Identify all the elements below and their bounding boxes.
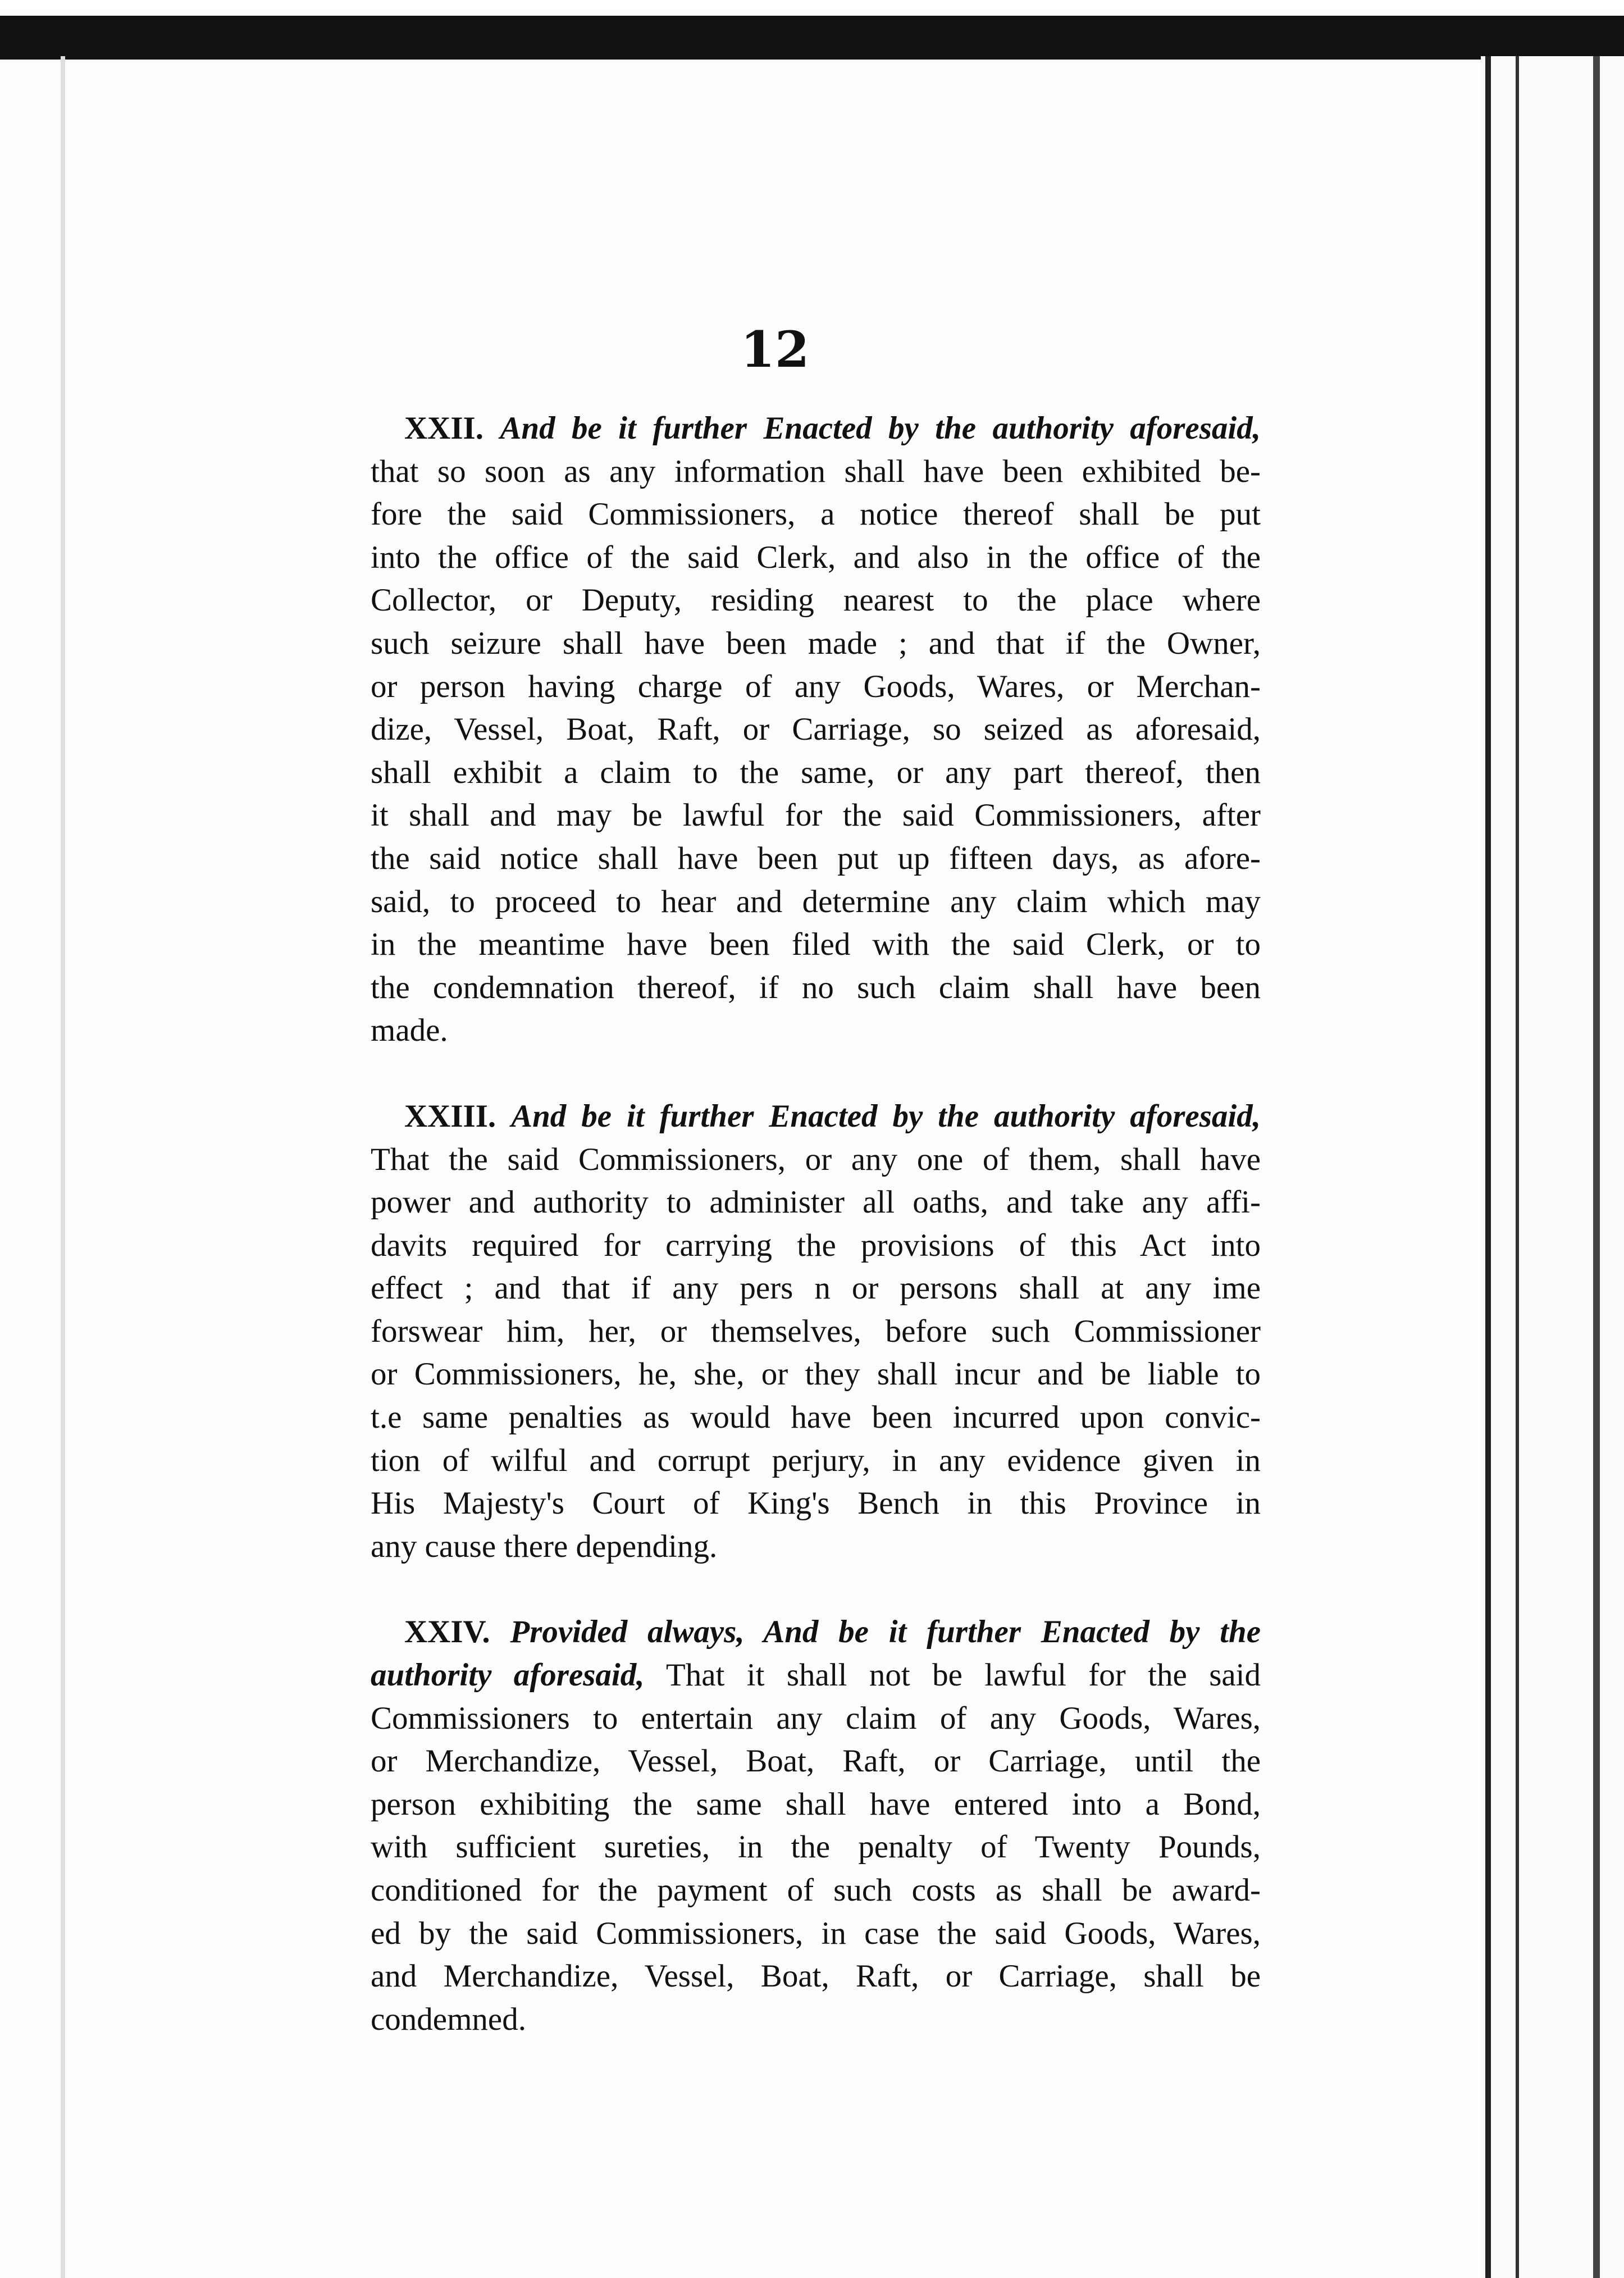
- text-line: [371, 1138, 1261, 1182]
- top-scan-border: [0, 16, 1624, 60]
- line-text: or Commissioners, he, she, or they shall incur and be liable to: [371, 1356, 1261, 1392]
- line-text: condemned.: [371, 2001, 526, 2037]
- text-line: [371, 407, 1261, 450]
- text-line: [371, 923, 1261, 967]
- line-text: such seizure shall have been made ; and that if the Owner,: [371, 625, 1261, 661]
- text-line: [371, 1912, 1261, 1956]
- text-line: [371, 1998, 1261, 2042]
- text-line: [371, 708, 1261, 751]
- text-line: [371, 1697, 1261, 1741]
- text-line: [371, 1267, 1261, 1310]
- text-line: [371, 881, 1261, 924]
- text-line: [371, 622, 1261, 666]
- text-line: [371, 1396, 1261, 1439]
- line-text: the said notice shall have been put up fifteen days, as afore-: [371, 840, 1261, 876]
- line-text: that so soon as any information shall have been exhibited be-: [371, 453, 1261, 489]
- line-text: fore the said Commissioners, a notice thereof shall be put: [371, 496, 1261, 532]
- section-number: XXIV.: [404, 1614, 490, 1650]
- line-text: tion of wilful and corrupt perjury, in any evidence given in: [371, 1442, 1261, 1478]
- section-paragraph: [371, 1611, 1261, 2041]
- text-line: [371, 450, 1261, 494]
- text-line: [371, 666, 1261, 709]
- line-text: Collector, or Deputy, residing nearest to the place where: [371, 582, 1261, 618]
- line-text: person exhibiting the same shall have entered into a Bond,: [371, 1786, 1261, 1822]
- document-body: [371, 407, 1261, 2084]
- text-line: [371, 493, 1261, 536]
- line-text: shall exhibit a claim to the same, or any part thereof, then: [371, 754, 1261, 790]
- line-text: conditioned for the payment of such costs as shall be award-: [371, 1872, 1261, 1908]
- line-text: That it shall not be lawful for the said: [644, 1657, 1261, 1693]
- scan-edge-rule: [1593, 56, 1600, 2278]
- line-text: into the office of the said Clerk, and also in the office of the: [371, 539, 1261, 575]
- text-line: [371, 794, 1261, 837]
- line-text: ed by the said Commissioners, in case the said Goods, Wares,: [371, 1915, 1261, 1951]
- text-line: [371, 1654, 1261, 1697]
- text-line: [371, 536, 1261, 580]
- text-line: [371, 1826, 1261, 1869]
- right-scan-edge: [1481, 56, 1624, 2278]
- line-text: effect ; and that if any pers n or persons shall at any ime: [371, 1270, 1261, 1306]
- text-line: [371, 1009, 1261, 1053]
- text-line: [371, 1611, 1261, 1654]
- line-text: the condemnation thereof, if no such claim shall have been: [371, 969, 1261, 1005]
- text-line: [371, 967, 1261, 1010]
- left-scan-edge: [61, 56, 65, 2278]
- text-line: [371, 837, 1261, 881]
- text-line: [371, 1525, 1261, 1569]
- line-text: or Merchandize, Vessel, Boat, Raft, or Carriage, until the: [371, 1743, 1261, 1779]
- line-text: forswear him, her, or themselves, before such Commissioner: [371, 1313, 1261, 1349]
- line-text: made.: [371, 1013, 448, 1049]
- text-line: [371, 579, 1261, 622]
- scan-edge-rule: [1485, 56, 1491, 2278]
- line-text: in the meantime have been filed with the said Clerk, or to: [371, 927, 1261, 963]
- line-text: dize, Vessel, Boat, Raft, or Carriage, so seized as aforesaid,: [371, 712, 1261, 748]
- line-text: Commissioners to entertain any claim of any Goods, Wares,: [371, 1700, 1261, 1736]
- text-line: [371, 1353, 1261, 1396]
- text-line: [371, 1482, 1261, 1525]
- text-line: [371, 1181, 1261, 1224]
- line-text: t.e same penalties as would have been incurred upon convic-: [371, 1400, 1261, 1436]
- text-line: [371, 1955, 1261, 1998]
- line-text: with sufficient sureties, in the penalty of Twenty Pounds,: [371, 1829, 1261, 1865]
- enacting-clause: And be it further Enacted by the authority aforesaid,: [500, 411, 1261, 446]
- enacting-clause: authority aforesaid,: [371, 1657, 645, 1693]
- section-number: XXII.: [404, 411, 483, 446]
- text-line: [371, 1869, 1261, 1912]
- enacting-clause: And be it further Enacted by the authority aforesaid,: [511, 1098, 1261, 1134]
- text-line: [371, 1783, 1261, 1826]
- text-line: [371, 1439, 1261, 1483]
- line-text: davits required for carrying the provisions of this Act into: [371, 1227, 1261, 1263]
- scan-edge-rule: [1516, 56, 1519, 2278]
- line-text: any cause there depending.: [371, 1528, 718, 1564]
- section-paragraph: [371, 407, 1261, 1053]
- text-line: [371, 1095, 1261, 1138]
- page-number: 12: [740, 320, 810, 379]
- line-text: it shall and may be lawful for the said Commissioners, after: [371, 798, 1261, 833]
- line-text: That the said Commissioners, or any one of them, shall have: [371, 1141, 1261, 1177]
- section-number: XXIII.: [404, 1098, 496, 1134]
- text-line: [371, 751, 1261, 795]
- section-paragraph: [371, 1095, 1261, 1569]
- text-line: [371, 1224, 1261, 1268]
- line-text: or person having charge of any Goods, Wares, or Merchan-: [371, 668, 1261, 704]
- line-text: said, to proceed to hear and determine any claim which may: [371, 883, 1261, 919]
- enacting-clause: Provided always, And be it further Enacted by the: [510, 1614, 1261, 1650]
- line-text: and Merchandize, Vessel, Boat, Raft, or Carriage, shall be: [371, 1958, 1261, 1994]
- top-border-white: [0, 0, 1624, 11]
- text-line: [371, 1740, 1261, 1783]
- line-text: power and authority to administer all oaths, and take any affi-: [371, 1184, 1261, 1220]
- text-line: [371, 1310, 1261, 1354]
- line-text: His Majesty's Court of King's Bench in this Province in: [371, 1486, 1261, 1521]
